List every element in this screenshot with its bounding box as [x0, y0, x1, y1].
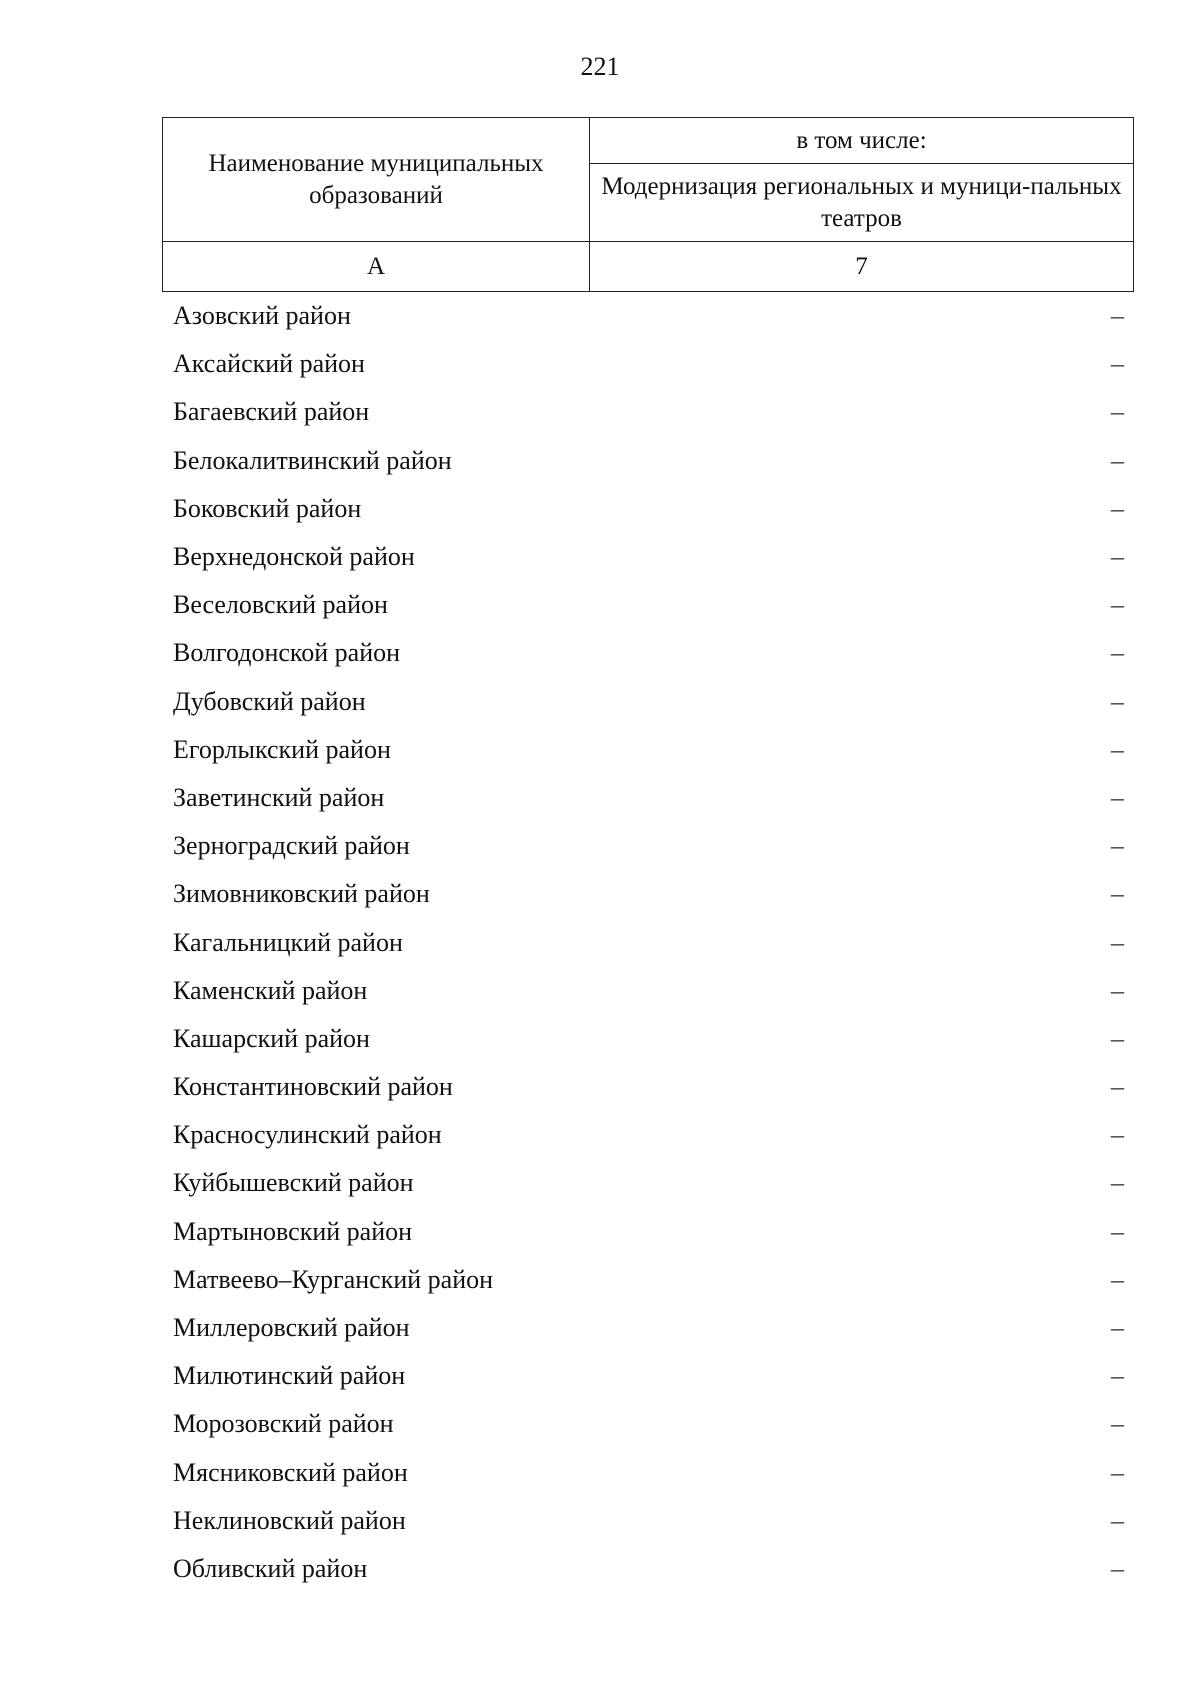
- theatre-modernization-value: –: [1111, 445, 1124, 475]
- theatre-modernization-value: –: [1111, 1505, 1124, 1535]
- column-header-name: Наименование муниципальных образований: [163, 118, 590, 242]
- municipality-name: Кашарский район: [173, 1023, 370, 1053]
- theatre-modernization-value: –: [1111, 1120, 1124, 1150]
- theatre-modernization-value: –: [1111, 1264, 1124, 1294]
- municipality-name: Зерноградский район: [173, 831, 410, 861]
- column-index-value: 7: [590, 242, 1134, 292]
- theatre-modernization-value: –: [1111, 1313, 1124, 1343]
- theatre-modernization-value: –: [1111, 975, 1124, 1005]
- table-row: [162, 1256, 1134, 1304]
- municipality-name: Красносулинский район: [173, 1120, 442, 1150]
- municipality-name: Каменский район: [173, 975, 368, 1005]
- column-index-name: А: [163, 242, 590, 292]
- municipality-name: Дубовский район: [173, 686, 366, 716]
- municipality-name: Боковский район: [173, 493, 362, 523]
- municipality-name: Миллеровский район: [173, 1313, 410, 1343]
- municipality-name: Веселовский район: [173, 590, 388, 620]
- table-row: [162, 1449, 1134, 1497]
- table-row: [162, 1304, 1134, 1352]
- table-row: [162, 1545, 1134, 1593]
- table-row: [162, 581, 1134, 629]
- municipality-name: Верхнедонской район: [173, 542, 415, 572]
- municipality-name: Милютинский район: [173, 1361, 406, 1391]
- table-row: [162, 1208, 1134, 1256]
- table-header: [162, 117, 1134, 292]
- table-row: [162, 533, 1134, 581]
- theatre-modernization-value: –: [1111, 1023, 1124, 1053]
- theatre-modernization-value: –: [1111, 493, 1124, 523]
- table-row: [162, 1400, 1134, 1448]
- municipality-name: Константиновский район: [173, 1072, 453, 1102]
- theatre-modernization-value: –: [1111, 301, 1124, 331]
- table-row: [162, 1111, 1134, 1159]
- municipality-name: Мясниковский район: [173, 1457, 408, 1487]
- theatre-modernization-value: –: [1111, 1409, 1124, 1439]
- theatre-modernization-value: –: [1111, 782, 1124, 812]
- theatre-modernization-value: –: [1111, 397, 1124, 427]
- table-row: [162, 1159, 1134, 1207]
- column-group-label: в том числе:: [590, 118, 1134, 164]
- municipality-name: Егорлыкский район: [173, 734, 391, 764]
- municipality-name: Мартыновский район: [173, 1216, 413, 1246]
- table-row: [162, 485, 1134, 533]
- theatre-modernization-value: –: [1111, 1216, 1124, 1246]
- municipality-name: Азовский район: [173, 301, 351, 331]
- theatre-modernization-value: –: [1111, 542, 1124, 572]
- theatre-modernization-value: –: [1111, 734, 1124, 764]
- theatre-modernization-value: –: [1111, 590, 1124, 620]
- theatre-modernization-value: –: [1111, 638, 1124, 668]
- theatre-modernization-value: –: [1111, 349, 1124, 379]
- theatre-modernization-value: –: [1111, 1553, 1124, 1583]
- municipality-name: Кагальницкий район: [173, 927, 403, 957]
- municipality-name: Неклиновский район: [173, 1505, 406, 1535]
- municipality-name: Зимовниковский район: [173, 879, 430, 909]
- table-row: [162, 822, 1134, 870]
- municipality-name: Белокалитвинский район: [173, 445, 452, 475]
- table-row: [162, 437, 1134, 485]
- theatre-modernization-value: –: [1111, 1168, 1124, 1198]
- column-header-value: Модернизация региональных и муници-пальных театров: [590, 164, 1134, 242]
- theatre-modernization-value: –: [1111, 1361, 1124, 1391]
- municipality-name: Обливский район: [173, 1553, 368, 1583]
- municipality-name: Волгодонской район: [173, 638, 401, 668]
- table-row: [162, 1063, 1134, 1111]
- theatre-modernization-value: –: [1111, 831, 1124, 861]
- table-row: [162, 678, 1134, 726]
- table-row: [162, 726, 1134, 774]
- theatre-modernization-value: –: [1111, 879, 1124, 909]
- table-row: [162, 292, 1134, 340]
- municipality-name: Морозовский район: [173, 1409, 394, 1439]
- theatre-modernization-value: –: [1111, 927, 1124, 957]
- table-row: [162, 918, 1134, 966]
- municipality-name: Аксайский район: [173, 349, 365, 379]
- theatre-modernization-value: –: [1111, 1072, 1124, 1102]
- table-row: [162, 774, 1134, 822]
- page-number: 221: [580, 52, 620, 81]
- municipality-name: Куйбышевский район: [173, 1168, 414, 1198]
- table-row: [162, 1352, 1134, 1400]
- table-row: [162, 629, 1134, 677]
- table-row: [162, 967, 1134, 1015]
- table-body: [162, 292, 1134, 1593]
- theatre-modernization-value: –: [1111, 686, 1124, 716]
- table-row: [162, 870, 1134, 918]
- municipality-name: Матвеево–Курганский район: [173, 1264, 494, 1294]
- table-row: [162, 340, 1134, 388]
- table-row: [162, 388, 1134, 436]
- table-row: [162, 1497, 1134, 1545]
- theatre-modernization-value: –: [1111, 1457, 1124, 1487]
- table-row: [162, 1015, 1134, 1063]
- municipality-name: Заветинский район: [173, 782, 385, 812]
- municipality-name: Багаевский район: [173, 397, 370, 427]
